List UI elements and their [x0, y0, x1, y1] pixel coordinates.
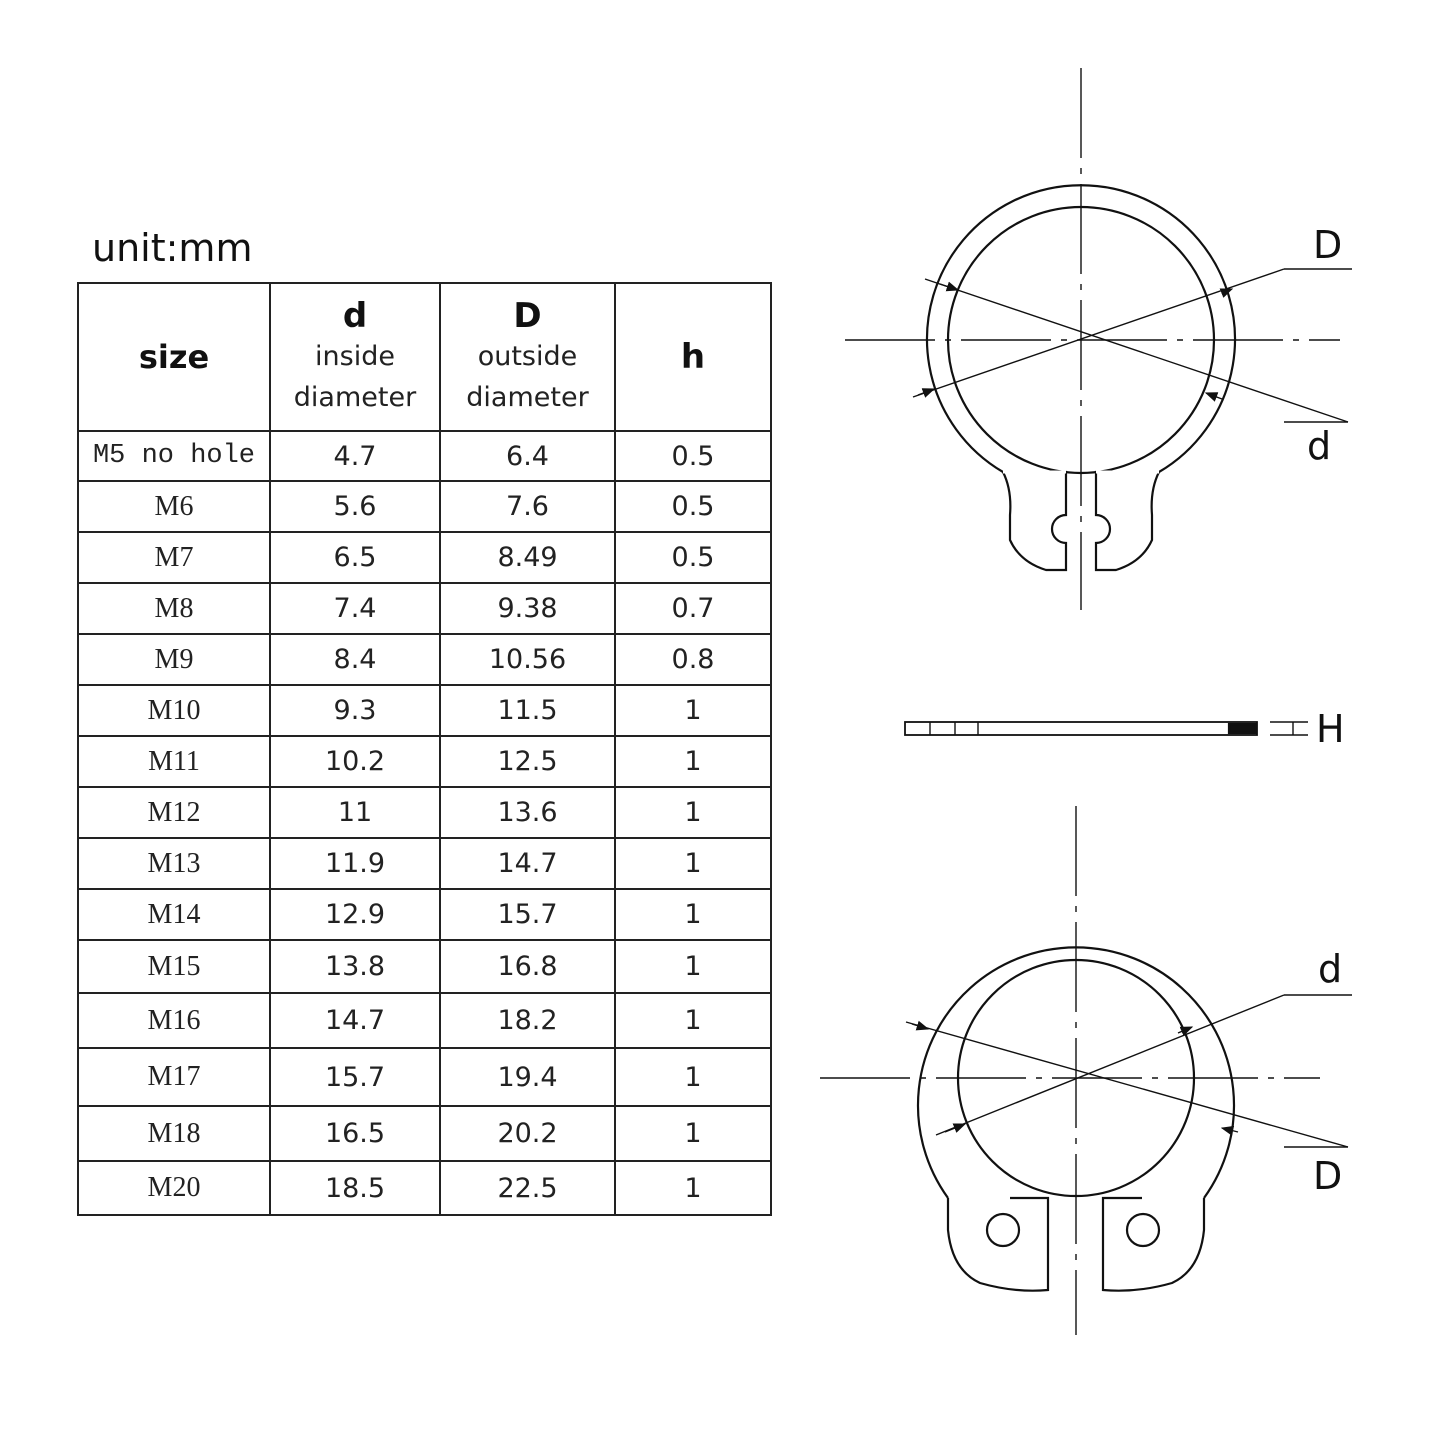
thickness-cell: 1 [615, 838, 771, 889]
size-cell: M17 [78, 1048, 270, 1106]
size-cell: M10 [78, 685, 270, 736]
outside-diameter-cell: 10.56 [440, 634, 615, 685]
unit-label: unit:mm [92, 226, 253, 270]
size-cell: M5 no hole [78, 431, 270, 481]
size-cell: M9 [78, 634, 270, 685]
inside-diameter-cell: 13.8 [270, 940, 440, 993]
bottom-outer-diameter-label: D [1313, 1154, 1343, 1198]
outside-diameter-cell: 7.6 [440, 481, 615, 532]
size-cell: M16 [78, 993, 270, 1048]
thickness-cell: 1 [615, 1048, 771, 1106]
inside-diameter-cell: 6.5 [270, 532, 440, 583]
inside-diameter-cell: 15.7 [270, 1048, 440, 1106]
header-inside-diameter: d inside diameter [270, 283, 440, 431]
outside-diameter-cell: 15.7 [440, 889, 615, 940]
outside-diameter-cell: 8.49 [440, 532, 615, 583]
outside-diameter-cell: 20.2 [440, 1106, 615, 1161]
inside-diameter-cell: 4.7 [270, 431, 440, 481]
header-size: size [78, 283, 270, 431]
size-cell: M20 [78, 1161, 270, 1215]
thickness-cell: 1 [615, 940, 771, 993]
outside-diameter-cell: 6.4 [440, 431, 615, 481]
thickness-cell: 1 [615, 787, 771, 838]
inside-diameter-cell: 11.9 [270, 838, 440, 889]
inside-diameter-cell: 16.5 [270, 1106, 440, 1161]
thickness-cell: 1 [615, 993, 771, 1048]
size-cell: M11 [78, 736, 270, 787]
inside-diameter-cell: 7.4 [270, 583, 440, 634]
inside-diameter-cell: 5.6 [270, 481, 440, 532]
thickness-cell: 0.7 [615, 583, 771, 634]
thickness-cell: 0.5 [615, 431, 771, 481]
thickness-cell: 0.8 [615, 634, 771, 685]
outside-diameter-cell: 16.8 [440, 940, 615, 993]
inside-diameter-cell: 11 [270, 787, 440, 838]
size-cell: M8 [78, 583, 270, 634]
inside-diameter-cell: 14.7 [270, 993, 440, 1048]
outside-diameter-cell: 22.5 [440, 1161, 615, 1215]
thickness-cell: 1 [615, 736, 771, 787]
header-outside-diameter: D outside diameter [440, 283, 615, 431]
thickness-cell: 1 [615, 685, 771, 736]
inside-diameter-cell: 8.4 [270, 634, 440, 685]
inside-diameter-cell: 12.9 [270, 889, 440, 940]
outside-diameter-cell: 18.2 [440, 993, 615, 1048]
top-inner-diameter-label: d [1307, 424, 1332, 468]
inside-diameter-cell: 9.3 [270, 685, 440, 736]
bottom-inner-diameter-label: d [1318, 947, 1343, 991]
bottom-ring-drawing [820, 806, 1352, 1335]
size-cell: M7 [78, 532, 270, 583]
thickness-cell: 1 [615, 1106, 771, 1161]
outside-diameter-cell: 9.38 [440, 583, 615, 634]
thickness-cell: 1 [615, 889, 771, 940]
outside-diameter-cell: 12.5 [440, 736, 615, 787]
size-cell: M18 [78, 1106, 270, 1161]
outside-diameter-cell: 19.4 [440, 1048, 615, 1106]
size-cell: M15 [78, 940, 270, 993]
thickness-cell: 0.5 [615, 532, 771, 583]
outside-diameter-cell: 11.5 [440, 685, 615, 736]
size-cell: M13 [78, 838, 270, 889]
thickness-label: H [1316, 707, 1345, 751]
thickness-cell: 0.5 [615, 481, 771, 532]
size-cell: M14 [78, 889, 270, 940]
inside-diameter-cell: 18.5 [270, 1161, 440, 1215]
inside-diameter-cell: 10.2 [270, 736, 440, 787]
thickness-cell: 1 [615, 1161, 771, 1215]
size-cell: M12 [78, 787, 270, 838]
outside-diameter-cell: 14.7 [440, 838, 615, 889]
outside-diameter-cell: 13.6 [440, 787, 615, 838]
top-ring-drawing [845, 68, 1352, 610]
size-cell: M6 [78, 481, 270, 532]
top-outer-diameter-label: D [1313, 223, 1343, 267]
header-thickness: h [615, 283, 771, 431]
side-view-drawing [905, 722, 1308, 735]
